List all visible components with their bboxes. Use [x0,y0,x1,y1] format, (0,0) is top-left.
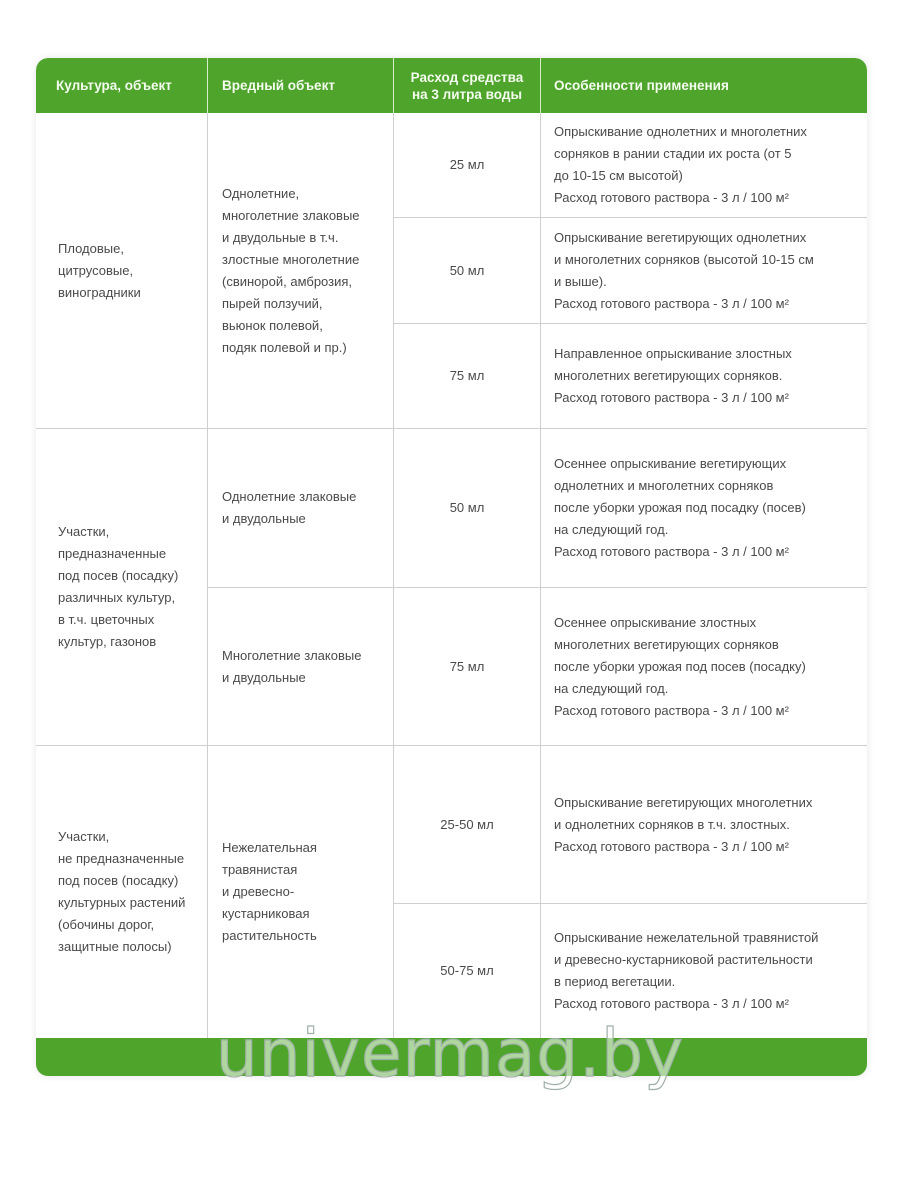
pest-cell [222,746,392,1038]
header-dose [394,58,540,113]
dose-text: 25-50 мл [440,816,494,832]
dose-text: 50 мл [449,262,485,278]
pest-cell [222,429,392,587]
note-cell [554,324,864,428]
pest-cell [222,588,392,745]
culture-cell [58,746,206,1038]
dose-text: 75 мл [449,658,485,674]
note-text: Опрыскивание вегетирующих однолетних и многолетних сорняков (высотой 10-15 см и выше). Расход готового раствора - 3 л / 100 м² [554,229,814,311]
pest-cell [222,113,392,428]
note-cell [554,429,864,587]
culture-text: Участки, не предназначенные под посев (посадку) культурных растений (обочины дорог, защитные полосы) [58,829,186,954]
note-cell [554,218,864,323]
dose-cell [394,324,540,428]
dose-cell [394,746,540,903]
header-notes-label: Особенности применения [554,78,729,93]
dose-text: 75 мл [449,368,485,383]
note-text: Опрыскивание нежелательной травянистой и древесно-кустарниковой растительности в период вегетации. Расход готового раствора - 3 л / 100 м² [554,930,819,1011]
dose-text: 25 мл [449,157,485,172]
note-cell [554,588,864,745]
header-pest [222,58,392,113]
note-text: Опрыскивание вегетирующих многолетних и однолетних сорняков в т.ч. злостных. Расход готового раствора - 3 л / 100 м² [554,794,813,854]
table-body [36,113,867,1038]
dose-cell [394,588,540,745]
dose-cell [394,429,540,587]
note-text: Опрыскивание однолетних и многолетних сорняков в рании стадии их роста (от 5 до 10-15 см высотой) Расход готового раствора - 3 л / 100 м² [554,124,807,205]
pest-text: Многолетние злаковые и двудольные [222,647,362,685]
note-cell [554,113,864,217]
dose-text: 50 мл [449,500,485,515]
culture-text: Плодовые, цитрусовые, виноградники [58,240,141,300]
pest-text: Однолетние злаковые и двудольные [222,489,357,526]
pest-text: Нежелательная травянистая и древесно- кустарниковая растительность [222,840,317,943]
culture-cell [58,113,206,428]
header-notes [554,58,854,113]
note-text: Направленное опрыскивание злостных многолетних вегетирующих сорняков. Расход готового раствора - 3 л / 100 м² [554,346,792,405]
header-dose-label: Расход средства на 3 литра воды [410,69,524,102]
herbicide-usage-table [36,58,867,1076]
table-header [36,58,867,113]
header-culture-label: Культура, объект [56,78,172,93]
culture-text: Участки, предназначенные под посев (посадку) различных культур, в т.ч. цветочных культур, газонов [58,524,179,649]
note-text: Осеннее опрыскивание вегетирующих однолетних и многолетних сорняков после уборки урожая под посадку (посев) на следующий год. Расход готового раствора - 3 л / 100 м² [554,456,806,559]
pest-text: Однолетние, многолетние злаковые и двудольные в т.ч. злостные многолетние (свинорой, амброзия, пырей ползучий, вьюнок полевой, подяк полевой и пр.) [222,185,360,355]
note-text: Осеннее опрыскивание злостных многолетних вегетирующих сорняков после уборки урожая под посев (посадку) на следующий год. Расход готового раствора - 3 л / 100 м² [554,614,806,718]
culture-cell [58,429,206,745]
header-culture [56,58,206,113]
watermark: univermag.by [215,1015,685,1092]
dose-cell [394,218,540,323]
dose-cell [394,113,540,217]
header-pest-label: Вредный объект [222,78,335,93]
dose-text: 50-75 мл [440,963,494,978]
note-cell [554,746,864,903]
